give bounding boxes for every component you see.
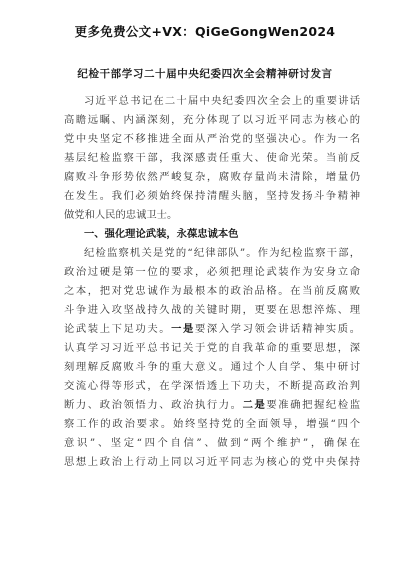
paragraph-line: 交流心得等形式，在学深悟透上下功夫，不断提高政治判 — [64, 380, 360, 392]
paragraph-line: 斗争进入攻坚战持久战的关键时期，更要在思想淬炼、理 — [64, 304, 360, 316]
paragraph-line: 基层纪检监察干部，我深感责任重大、使命光荣。当前反 — [64, 152, 360, 164]
paragraph-line: 思想上政治上行动上同以习近平同志为核心的党中央保持 — [64, 456, 360, 468]
paragraph-line: 在发生。我们必须始终保持清醒头脑，坚持发扬斗争精神 — [64, 190, 360, 202]
paragraph-line: 意识”、坚定“四个自信”、做到“两个维护”，确保在 — [64, 437, 360, 449]
paragraph-line: 习近平总书记在二十届中央纪委四次全会上的重要讲话 — [84, 95, 360, 107]
promo-banner: 更多免费公文+VX：QiGeGongWen2024 — [74, 24, 336, 39]
paragraph-line: 刻理解反腐败斗争的重大意义。通过个人自学、集中研讨 — [64, 361, 360, 373]
line-text: 要准确把握纪检监 — [266, 399, 360, 411]
line-text: 论武装上下足功夫。 — [64, 323, 172, 335]
section-heading: 一、强化理论武装，永葆忠诚本色 — [84, 228, 239, 240]
paragraph-line: 做党和人民的忠诚卫士。 — [64, 209, 178, 221]
paragraph-line: 之本，把对党忠诚作为最根本的政治品格。在当前反腐败 — [64, 285, 360, 297]
line-text: 要深入学习领会讲话精神实质。 — [194, 323, 360, 335]
paragraph-line: 政治过硬是第一位的要求，必须把理论武装作为安身立命 — [64, 266, 360, 278]
paragraph-line: 纪检监察机关是党的“纪律部队”。作为纪检监察干部， — [84, 247, 360, 259]
paragraph-line: 高瞻远瞩、内涵深刻，充分体现了以习近平同志为核心的 — [64, 114, 360, 126]
paragraph-line — [64, 396, 360, 415]
paragraph-line: 党中央坚定不移推进全面从严治党的坚强决心。作为一名 — [64, 133, 360, 145]
paragraph-line: 察工作的政治要求。始终坚持党的全面领导，增强“四个 — [64, 418, 360, 430]
document-body — [64, 92, 360, 472]
point-marker: 二是 — [242, 399, 267, 411]
line-text: 断力、政治领悟力、政治执行力。 — [64, 399, 243, 411]
paragraph-line: 腐败斗争形势依然严峻复杂，腐败存量尚未清除，增量仍 — [64, 171, 360, 183]
paragraph-line: 认真学习习近平总书记关于党的自我革命的重要思想，深 — [64, 342, 360, 354]
document-title: 纪检干部学习二十届中央纪委四次全会精神研讨发言 — [77, 68, 333, 80]
point-marker: 一是 — [171, 323, 195, 335]
paragraph-line — [64, 320, 360, 339]
